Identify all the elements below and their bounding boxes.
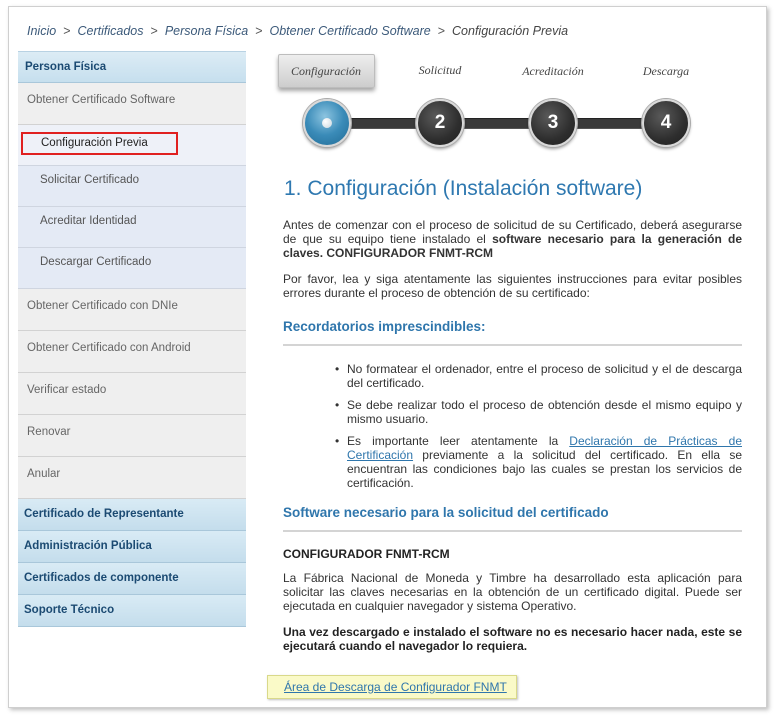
breadcrumb-inicio[interactable]: Inicio xyxy=(27,24,57,38)
reminder-text: Es importante leer atentamente la xyxy=(347,434,570,448)
sidebar xyxy=(18,51,246,627)
step-circle-4: 4 xyxy=(642,99,690,147)
breadcrumb xyxy=(27,24,568,38)
sidebar-item-obtener-certificado-software[interactable]: Obtener Certificado Software xyxy=(18,83,246,125)
intro-text: Antes de comenzar con el proceso de solicitud de su Certificado, deberá asegurarse de que su equipo tiene instalado el xyxy=(283,218,742,246)
reminder-item xyxy=(347,434,742,490)
sidebar-item-renovar[interactable]: Renovar xyxy=(18,415,246,457)
sidebar-category-soporte-tecnico[interactable]: Soporte Técnico xyxy=(18,595,246,627)
breadcrumb-current: Configuración Previa xyxy=(452,24,569,38)
step-label-configuracion: Configuración xyxy=(290,64,361,78)
sidebar-item-anular[interactable]: Anular xyxy=(18,457,246,499)
breadcrumb-separator: > xyxy=(255,24,263,38)
breadcrumb-obtener-certificado-software[interactable]: Obtener Certificado Software xyxy=(269,24,431,38)
page-title: 1. Configuración (Instalación software) xyxy=(284,177,643,200)
progress-track xyxy=(316,118,676,129)
sidebar-category-componente[interactable]: Certificados de componente xyxy=(18,563,246,595)
download-configurador-link[interactable]: Área de Descarga de Configurador FNMT xyxy=(284,680,507,694)
software-heading: Software necesario para la solicitud del certificado xyxy=(283,506,742,532)
intro-paragraph xyxy=(283,218,742,260)
breadcrumb-separator: > xyxy=(437,24,446,38)
breadcrumb-persona-fisica[interactable]: Persona Física xyxy=(164,24,249,38)
step-circle-3: 3 xyxy=(529,99,577,147)
breadcrumb-certificados[interactable]: Certificados xyxy=(77,24,144,38)
active-step-dot-icon xyxy=(322,118,332,128)
progress-steps xyxy=(276,52,746,160)
sidebar-subitem-solicitar-certificado[interactable]: Solicitar Certificado xyxy=(18,166,246,207)
step-circle-2: 2 xyxy=(416,99,464,147)
sidebar-header-persona-fisica[interactable]: Persona Física xyxy=(18,51,246,83)
sidebar-subitem-descargar-certificado[interactable]: Descargar Certificado xyxy=(18,248,246,289)
sidebar-subitem-label: Configuración Previa xyxy=(21,132,178,155)
intro-bold-text: software necesario para la generación de claves. CONFIGURADOR FNMT-RCM xyxy=(283,232,743,260)
sidebar-item-android[interactable]: Obtener Certificado con Android xyxy=(18,331,246,373)
sidebar-subitem-configuracion-previa[interactable] xyxy=(18,125,246,166)
reminder-text: previamente a la solicitud del certificado. En ella se encuentran las condiciones bajo las cuales se prestan los servicios de certificación. xyxy=(347,448,742,490)
step-circle-1 xyxy=(303,99,351,147)
sidebar-subitem-acreditar-identidad[interactable]: Acreditar Identidad xyxy=(18,207,246,248)
sidebar-category-representante[interactable]: Certificado de Representante xyxy=(18,499,246,531)
step-label-acreditacion: Acreditación xyxy=(522,64,584,78)
step-label-descarga: Descarga xyxy=(642,64,690,78)
main-content xyxy=(283,176,742,665)
reminders-list xyxy=(347,362,742,490)
reminder-item: • No formatear el ordenador, entre el proceso de solicitud y el de descarga del certificado. xyxy=(347,362,742,390)
sidebar-category-administracion-publica[interactable]: Administración Pública xyxy=(18,531,246,563)
configurador-description: La Fábrica Nacional de Moneda y Timbre ha desarrollado esta aplicación para solicitar las claves necesarias en la obtención de un certificado digital. Puede ser ejecutada en cualquier navegador y sistema Operativo. xyxy=(283,571,742,613)
reminder-item: • Se debe realizar todo el proceso de obtención desde el mismo equipo y mismo usuario. xyxy=(347,398,742,426)
download-configurador-button[interactable] xyxy=(267,675,517,699)
configurador-heading: CONFIGURADOR FNMT-RCM xyxy=(283,547,450,561)
intro-paragraph-2: Por favor, lea y siga atentamente las siguientes instrucciones para evitar posibles errores durante el proceso de obtención de su certificado: xyxy=(283,272,742,300)
reminders-heading: Recordatorios imprescindibles: xyxy=(283,320,742,346)
sidebar-item-verificar-estado[interactable]: Verificar estado xyxy=(18,373,246,415)
breadcrumb-separator: > xyxy=(63,24,71,38)
declaracion-practicas-link[interactable]: Declaración de Prácticas de Certificación xyxy=(347,434,742,462)
breadcrumb-separator: > xyxy=(150,24,158,38)
final-note: Una vez descargado e instalado el software no es necesario hacer nada, este se ejecutará cuando el navegador lo requiera. xyxy=(283,625,742,653)
step-label-solicitud: Solicitud xyxy=(418,63,462,77)
sidebar-item-dnie[interactable]: Obtener Certificado con DNIe xyxy=(18,289,246,331)
